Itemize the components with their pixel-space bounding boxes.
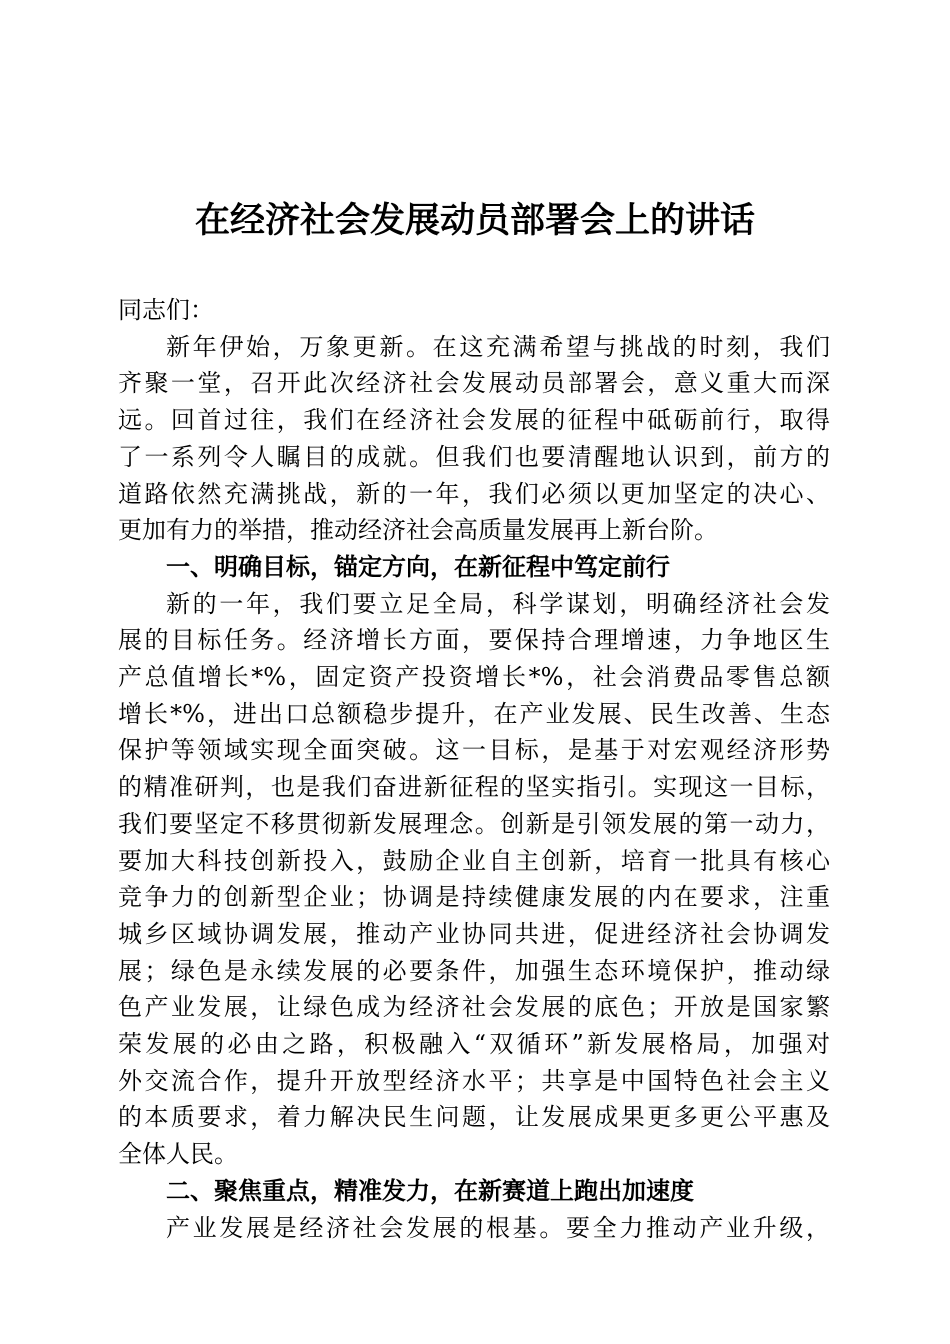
text-line: 产业发展是经济社会发展的根基。要全力推动产业升级， — [166, 1213, 830, 1242]
text-line: 一、明确目标，锚定方向，在新征程中笃定前行 — [166, 552, 670, 581]
text-line: 外交流合作，提升开放型经济水平；共享是中国特色社会主义 — [118, 1066, 830, 1095]
text-line: 道路依然充满挑战，新的一年，我们必须以更加坚定的决心、 — [118, 479, 830, 508]
text-line: 产总值增长*%，固定资产投资增长*%，社会消费品零售总额 — [118, 663, 830, 692]
section-heading-2 — [118, 1173, 830, 1210]
text-line: 的本质要求，着力解决民生问题，让发展成果更多更公平惠及 — [118, 1103, 830, 1132]
text-line: 要加大科技创新投入，鼓励企业自主创新，培育一批具有核心 — [118, 846, 830, 875]
text-line: 荣发展的必由之路，积极融入“双循环”新发展格局，加强对 — [118, 1030, 830, 1059]
text-line: 新年伊始，万象更新。在这充满希望与挑战的时刻，我们 — [166, 332, 830, 361]
document-body — [118, 292, 830, 1246]
text-line: 的精准研判，也是我们奋进新征程的坚实指引。实现这一目标， — [118, 773, 830, 802]
text-line: 更加有力的举措，推动经济社会高质量发展再上新台阶。 — [118, 516, 718, 545]
text-line: 全体人民。 — [118, 1140, 238, 1169]
text-line: 展；绿色是永续发展的必要条件，加强生态环境保护，推动绿 — [118, 956, 830, 985]
document-title: 在经济社会发展动员部署会上的讲话 — [194, 200, 755, 241]
text-line: 增长*%，进出口总额稳步提升，在产业发展、民生改善、生态 — [118, 699, 830, 728]
text-line: 同志们： — [118, 296, 214, 324]
paragraph-intro — [118, 329, 830, 549]
text-line: 齐聚一堂，召开此次经济社会发展动员部署会，意义重大而深 — [118, 369, 830, 398]
text-line: 我们要坚定不移贯彻新发展理念。创新是引领发展的第一动力， — [118, 809, 830, 838]
text-line: 远。回首过往，我们在经济社会发展的征程中砥砺前行，取得 — [118, 406, 830, 435]
paragraph-section-1 — [118, 586, 830, 1173]
text-line: 新的一年，我们要立足全局，科学谋划，明确经济社会发 — [166, 589, 830, 618]
text-line: 竞争力的创新型企业；协调是持续健康发展的内在要求，注重 — [118, 883, 830, 912]
text-line: 了一系列令人瞩目的成就。但我们也要清醒地认识到，前方的 — [118, 442, 830, 471]
text-line: 保护等领域实现全面突破。这一目标，是基于对宏观经济形势 — [118, 736, 830, 765]
paragraph-section-2 — [118, 1210, 830, 1247]
salutation — [118, 292, 830, 329]
text-line: 城乡区域协调发展，推动产业协同共进，促进经济社会协调发 — [118, 919, 830, 948]
text-line: 展的目标任务。经济增长方面，要保持合理增速，力争地区生 — [118, 626, 830, 655]
text-line: 二、聚焦重点，精准发力，在新赛道上跑出加速度 — [166, 1176, 694, 1205]
section-heading-1 — [118, 549, 830, 586]
text-line: 色产业发展，让绿色成为经济社会发展的底色；开放是国家繁 — [118, 993, 830, 1022]
